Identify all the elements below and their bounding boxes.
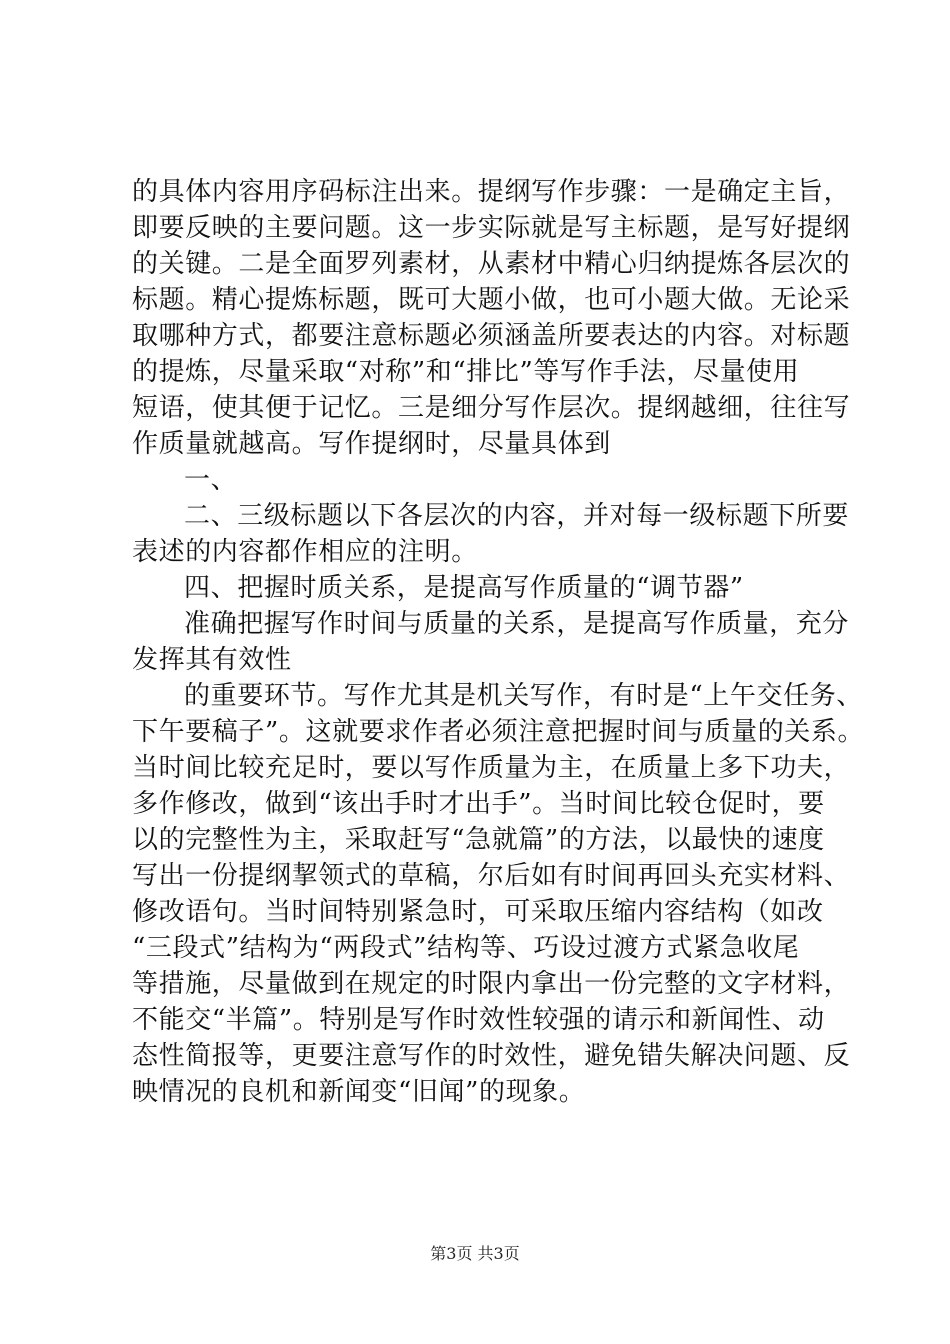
text-line: 表述的内容都作相应的注明。 — [132, 537, 478, 567]
text-line: 的关键。二是全面罗列素材，从素材中精心归纳提炼各层次的 — [132, 249, 851, 279]
text-line: 发挥其有效性 — [132, 645, 292, 675]
text-line: 等措施，尽量做到在规定的时限内拿出一份完整的文字材料， — [132, 969, 851, 999]
document-body — [132, 174, 865, 1110]
text-line: 多作修改，做到“该出手时才出手”。当时间比较仓促时，要 — [132, 789, 825, 819]
text-line: 当时间比较充足时，要以写作质量为主，在质量上多下功夫， — [132, 753, 851, 783]
text-line: “三段式”结构为“两段式”结构等、巧设过渡方式紧急收尾 — [132, 933, 800, 963]
section-heading: 四、把握时质关系，是提高写作质量的“调节器” — [184, 573, 744, 603]
text-line: 即要反映的主要问题。这一步实际就是写主标题，是写好提纲 — [132, 213, 851, 243]
text-line: 写出一份提纲挈领式的草稿，尔后如有时间再回头充实材料、 — [132, 861, 851, 891]
text-line: 的重要环节。写作尤其是机关写作，有时是“上午交任务、 — [184, 681, 863, 711]
text-line: 的提炼，尽量采取“对称”和“排比”等写作手法，尽量使用 — [132, 357, 800, 387]
text-line: 取哪种方式，都要注意标题必须涵盖所要表达的内容。对标题 — [132, 321, 851, 351]
text-line: 态性简报等，更要注意写作的时效性，避免错失解决问题、反 — [132, 1041, 851, 1071]
text-line: 的具体内容用序码标注出来。提纲写作步骤：一是确定主旨， — [132, 177, 851, 207]
text-line: 映情况的良机和新闻变“旧闻”的现象。 — [132, 1077, 586, 1107]
text-line: 短语，使其便于记忆。三是细分写作层次。提纲越细，往往写 — [132, 393, 851, 423]
heading-one: 一、 — [184, 465, 238, 495]
text-line: 作质量就越高。写作提纲时，尽量具体到 — [132, 429, 611, 459]
text-line: 下午要稿子”。这就要求作者必须注意把握时间与质量的关系。 — [132, 717, 865, 747]
text-line: 修改语句。当时间特别紧急时，可采取压缩内容结构（如改 — [132, 897, 824, 927]
text-line: 二、三级标题以下各层次的内容，并对每一级标题下所要 — [184, 501, 850, 531]
text-line: 准确把握写作时间与质量的关系，是提高写作质量，充分 — [184, 609, 850, 639]
page-number-footer: 第3页 共3页 — [430, 1244, 520, 1263]
text-line: 标题。精心提炼标题，既可大题小做，也可小题大做。无论采 — [132, 285, 851, 315]
text-line: 不能交“半篇”。特别是写作时效性较强的请示和新闻性、动 — [132, 1005, 825, 1035]
text-line: 以的完整性为主，采取赶写“急就篇”的方法，以最快的速度 — [132, 825, 825, 855]
